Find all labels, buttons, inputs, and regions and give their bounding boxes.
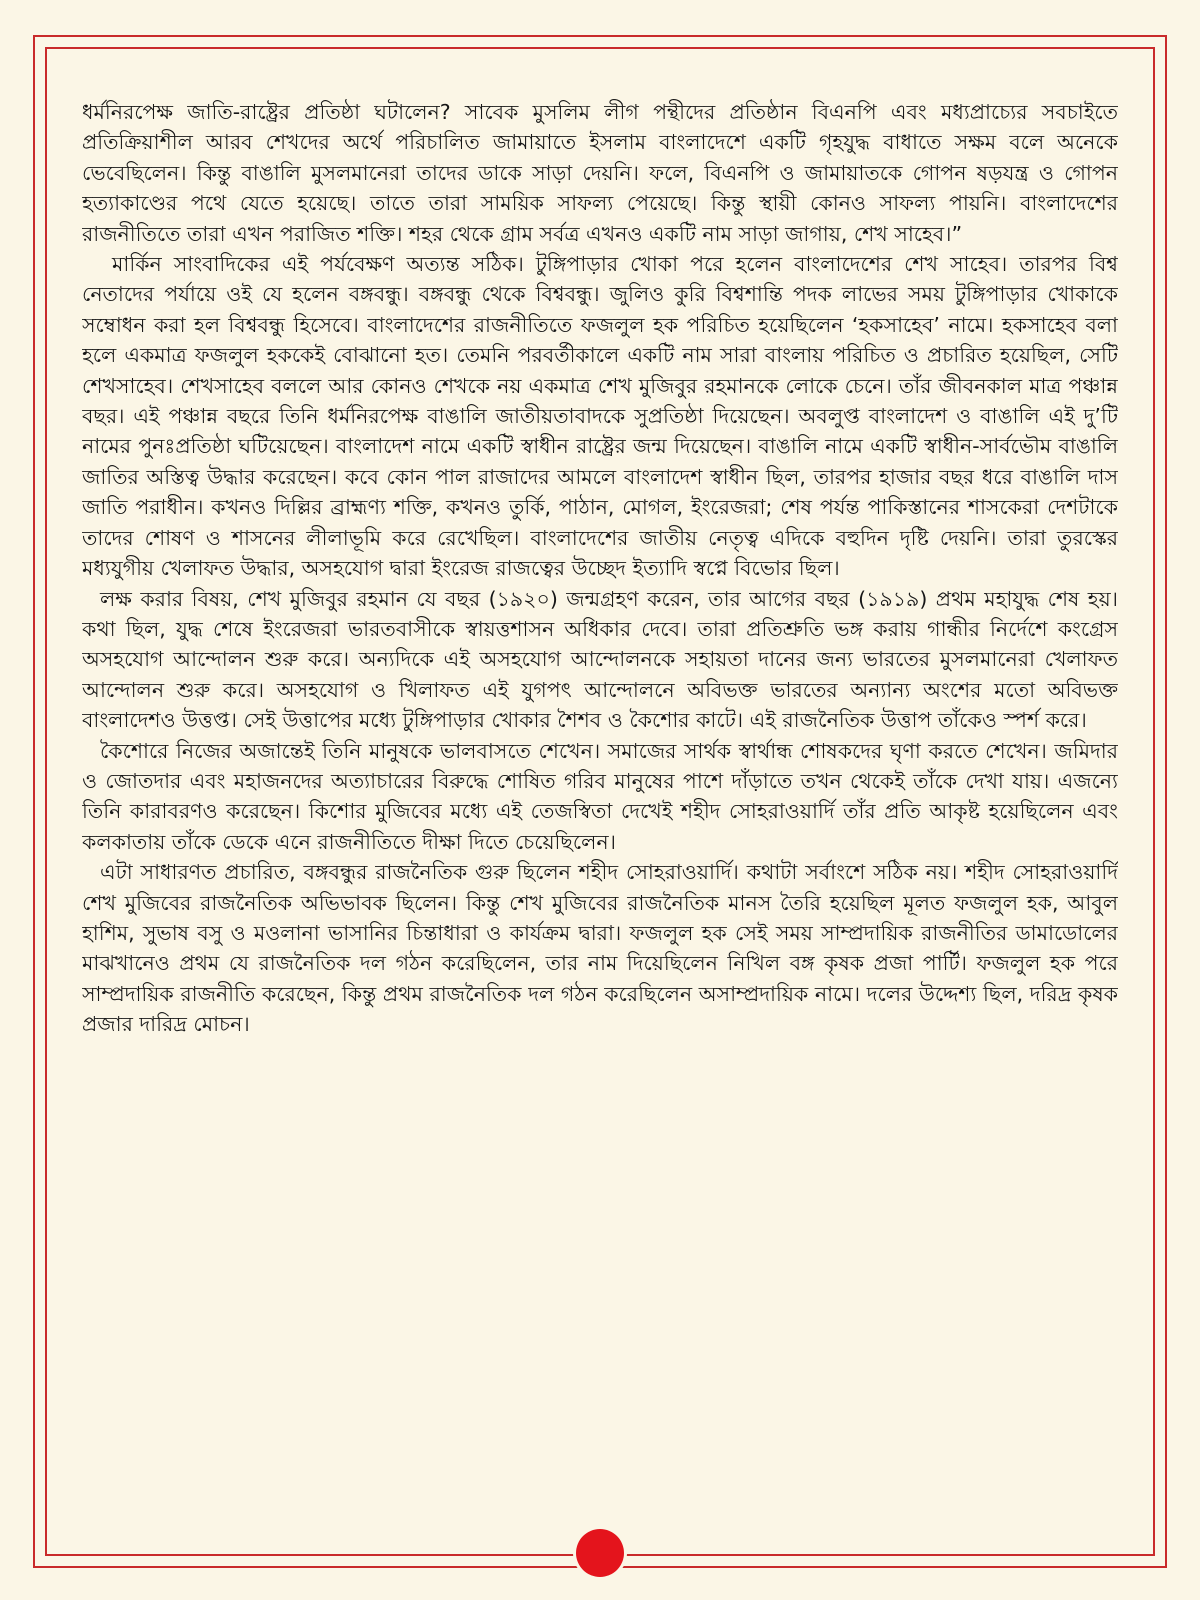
paragraph-continuation: ধর্মনিরপেক্ষ জাতি-রাষ্ট্রের প্রতিষ্ঠা ঘটালেন? সাবেক মুসলিম লীগ পন্থীদের প্রতিষ্ঠান বিএনপি এবং মধ্যপ্রাচ্যের সবচাইতে প্রতিক্রিয়াশীল আরব শেখদের অর্থে পরিচালিত জামায়াতে ইসলাম বাংলাদেশে একটি গৃহযুদ্ধ বাধাতে সক্ষম বলে অনেকে ভেবেছিলেন। কিন্তু বাঙালি মুসলমানেরা তাদের ডাকে সাড়া দেয়নি। ফলে, বিএনপি ও জামায়াতকে গোপন ষড়যন্ত্র ও গোপন হত্যাকাণ্ডের পথে যেতে হয়েছে। তাতে তারা সাময়িক সাফল্য পেয়েছে। কিন্তু স্থায়ী কোনও সাফল্য পায়নি। বাংলাদেশের রাজনীতিতে তারা এখন পরাজিত শক্তি। শহর থেকে গ্রাম সর্বত্র এখনও একটি নাম সাড়া জাগায়, শেখ সাহেব।” bbox=[82, 100, 1118, 246]
paragraph-political-mentor: এটা সাধারণত প্রচারিত, বঙ্গবন্ধুর রাজনৈতিক গুরু ছিলেন শহীদ সোহরাওয়ার্দি। কথাটা সর্বাংশে সঠিক নয়। শহীদ সোহরাওয়ার্দি শেখ মুজিবের রাজনৈতিক অভিভাবক ছিলেন। কিন্তু শেখ মুজিবের রাজনৈতিক মানস তৈরি হয়েছিল মূলত ফজলুল হক, আবুল হাশিম, সুভাষ বসু ও মওলানা ভাসানির চিন্তাধারা ও কার্যক্রম দ্বারা। ফজলুল হক সেই সময় সাম্প্রদায়িক রাজনীতির ডামাডোলের মাঝখানেও প্রথম যে রাজনৈতিক দল গঠন করেছিলেন, তার নাম দিয়েছিলেন নিখিল বঙ্গ কৃষক প্রজা পার্টি। ফজলুল হক পরে সাম্প্রদায়িক রাজনীতি করেছেন, কিন্তু প্রথম রাজনৈতিক দল গঠন করেছিলেন অসাম্প্রদায়িক নামে। দলের উদ্দেশ্য ছিল, দরিদ্র কৃষক প্রজার দারিদ্র মোচন। bbox=[82, 860, 1118, 1037]
red-dot-ornament bbox=[576, 1529, 624, 1577]
paragraph-adolescence: কৈশোরে নিজের অজান্তেই তিনি মানুষকে ভালবাসতে শেখেন। সমাজের সার্থক স্বার্থান্ধ শোষকদের ঘৃণা করতে শেখেন। জমিদার ও জোতদার এবং মহাজনদের অত্যাচারের বিরুদ্ধে শোষিত গরিব মানুষের পাশে দাঁড়াতে তখন থেকেই তাঁকে দেখা যায়। এজন্যে তিনি কারাবরণও করেছেন। কিশোর মুজিবের মধ্যে এই তেজস্বিতা দেখেই শহীদ সোহরাওয়ার্দি তাঁর প্রতি আকৃষ্ট হয়েছিলেন এবং কলকাতায় তাঁকে ডেকে এনে রাজনীতিতে দীক্ষা দিতে চেয়েছিলেন। bbox=[82, 738, 1118, 854]
paragraph-birth-year: লক্ষ করার বিষয়, শেখ মুজিবুর রহমান যে বছর (১৯২০) জন্মগ্রহণ করেন, তার আগের বছর (১৯১৯) প্রথম মহাযুদ্ধ শেষ হয়। কথা ছিল, যুদ্ধ শেষে ইংরেজরা ভারতবাসীকে স্বায়ত্তশাসন অধিকার দেবে। তারা প্রতিশ্রুতি ভঙ্গ করায় গান্ধীর নির্দেশে কংগ্রেস অসহযোগ আন্দোলন শুরু করে। অন্যদিকে এই অসহযোগ আন্দোলনকে সহায়তা দানের জন্য ভারতের মুসলমানেরা খেলাফত আন্দোলন শুরু করে। অসহযোগ ও খিলাফত এই যুগপৎ আন্দোলনে অবিভক্ত ভারতের অন্যান্য অংশের মতো অবিভক্ত বাংলাদেশও উত্তপ্ত। সেই উত্তাপের মধ্যে টুঙ্গিপাড়ার খোকার শৈশব ও কৈশোর কাটে। এই রাজনৈতিক উত্তাপ তাঁকেও স্পর্শ করে। bbox=[82, 586, 1118, 733]
paragraph-journalist-observation: মার্কিন সাংবাদিকের এই পর্যবেক্ষণ অত্যন্ত সঠিক। টুঙ্গিপাড়ার খোকা পরে হলেন বাংলাদেশের শেখ সাহেব। তারপর বিশ্ব নেতাদের পর্যায়ে ওই যে হলেন বঙ্গবন্ধু। বঙ্গবন্ধু থেকে বিশ্ববন্ধু। জুলিও কুরি বিশ্বশান্তি পদক লাভের সময় টুঙ্গিপাড়ার খোকাকে সম্বোধন করা হল বিশ্ববন্ধু হিসেবে। বাংলাদেশের রাজনীতিতে ফজলুল হক পরিচিত হয়েছিলেন ‘হকসাহেব’ নামে। হকসাহেব বলা হলে একমাত্র ফজলুল হককেই বোঝানো হত। তেমনি পরবর্তীকালে একটি নাম সারা বাংলায় পরিচিত ও প্রচারিত হয়েছিল, সেটি শেখসাহেব। শেখসাহেব বললে আর কোনও শেখকে নয় একমাত্র শেখ মুজিবুর রহমানকে লোকে চেনে। তাঁর জীবনকাল মাত্র পঞ্চান্ন বছর। এই পঞ্চান্ন বছরে তিনি ধর্মনিরপেক্ষ বাঙালি জাতীয়তাবাদকে সুপ্রতিষ্ঠা দিয়েছেন। অবলুপ্ত বাংলাদেশ ও বাঙালি এই দু’টি নামের পুনঃপ্রতিষ্ঠা ঘটিয়েছেন। বাংলাদেশ নামে একটি স্বাধীন রাষ্ট্রের জন্ম দিয়েছেন। বাঙালি নামে একটি স্বাধীন-সার্বভৌম বাঙালি জাতির অস্তিত্ব উদ্ধার করেছেন। কবে কোন পাল রাজাদের আমলে বাংলাদেশ স্বাধীন ছিল, তারপর হাজার বছর ধরে বাঙালি দাস জাতি পরাধীন। কখনও দিল্লির ব্রাহ্মণ্য শক্তি, কখনও তুর্কি, পাঠান, মোগল, ইংরেজরা; শেষ পর্যন্ত পাকিস্তানের শাসকেরা দেশটাকে তাদের শোষণ ও শাসনের লীলাভূমি করে রেখেছিল। বাংলাদেশের জাতীয় নেতৃত্ব এদিকে বহুদিন দৃষ্টি দেয়নি। তারা তুরস্কের মধ্যযুগীয় খেলাফত উদ্ধার, অসহযোগ দ্বারা ইংরেজ রাজত্বের উচ্ছেদ ইত্যাদি স্বপ্নে বিভোর ছিল। bbox=[82, 252, 1118, 581]
article-body bbox=[82, 97, 1118, 1517]
